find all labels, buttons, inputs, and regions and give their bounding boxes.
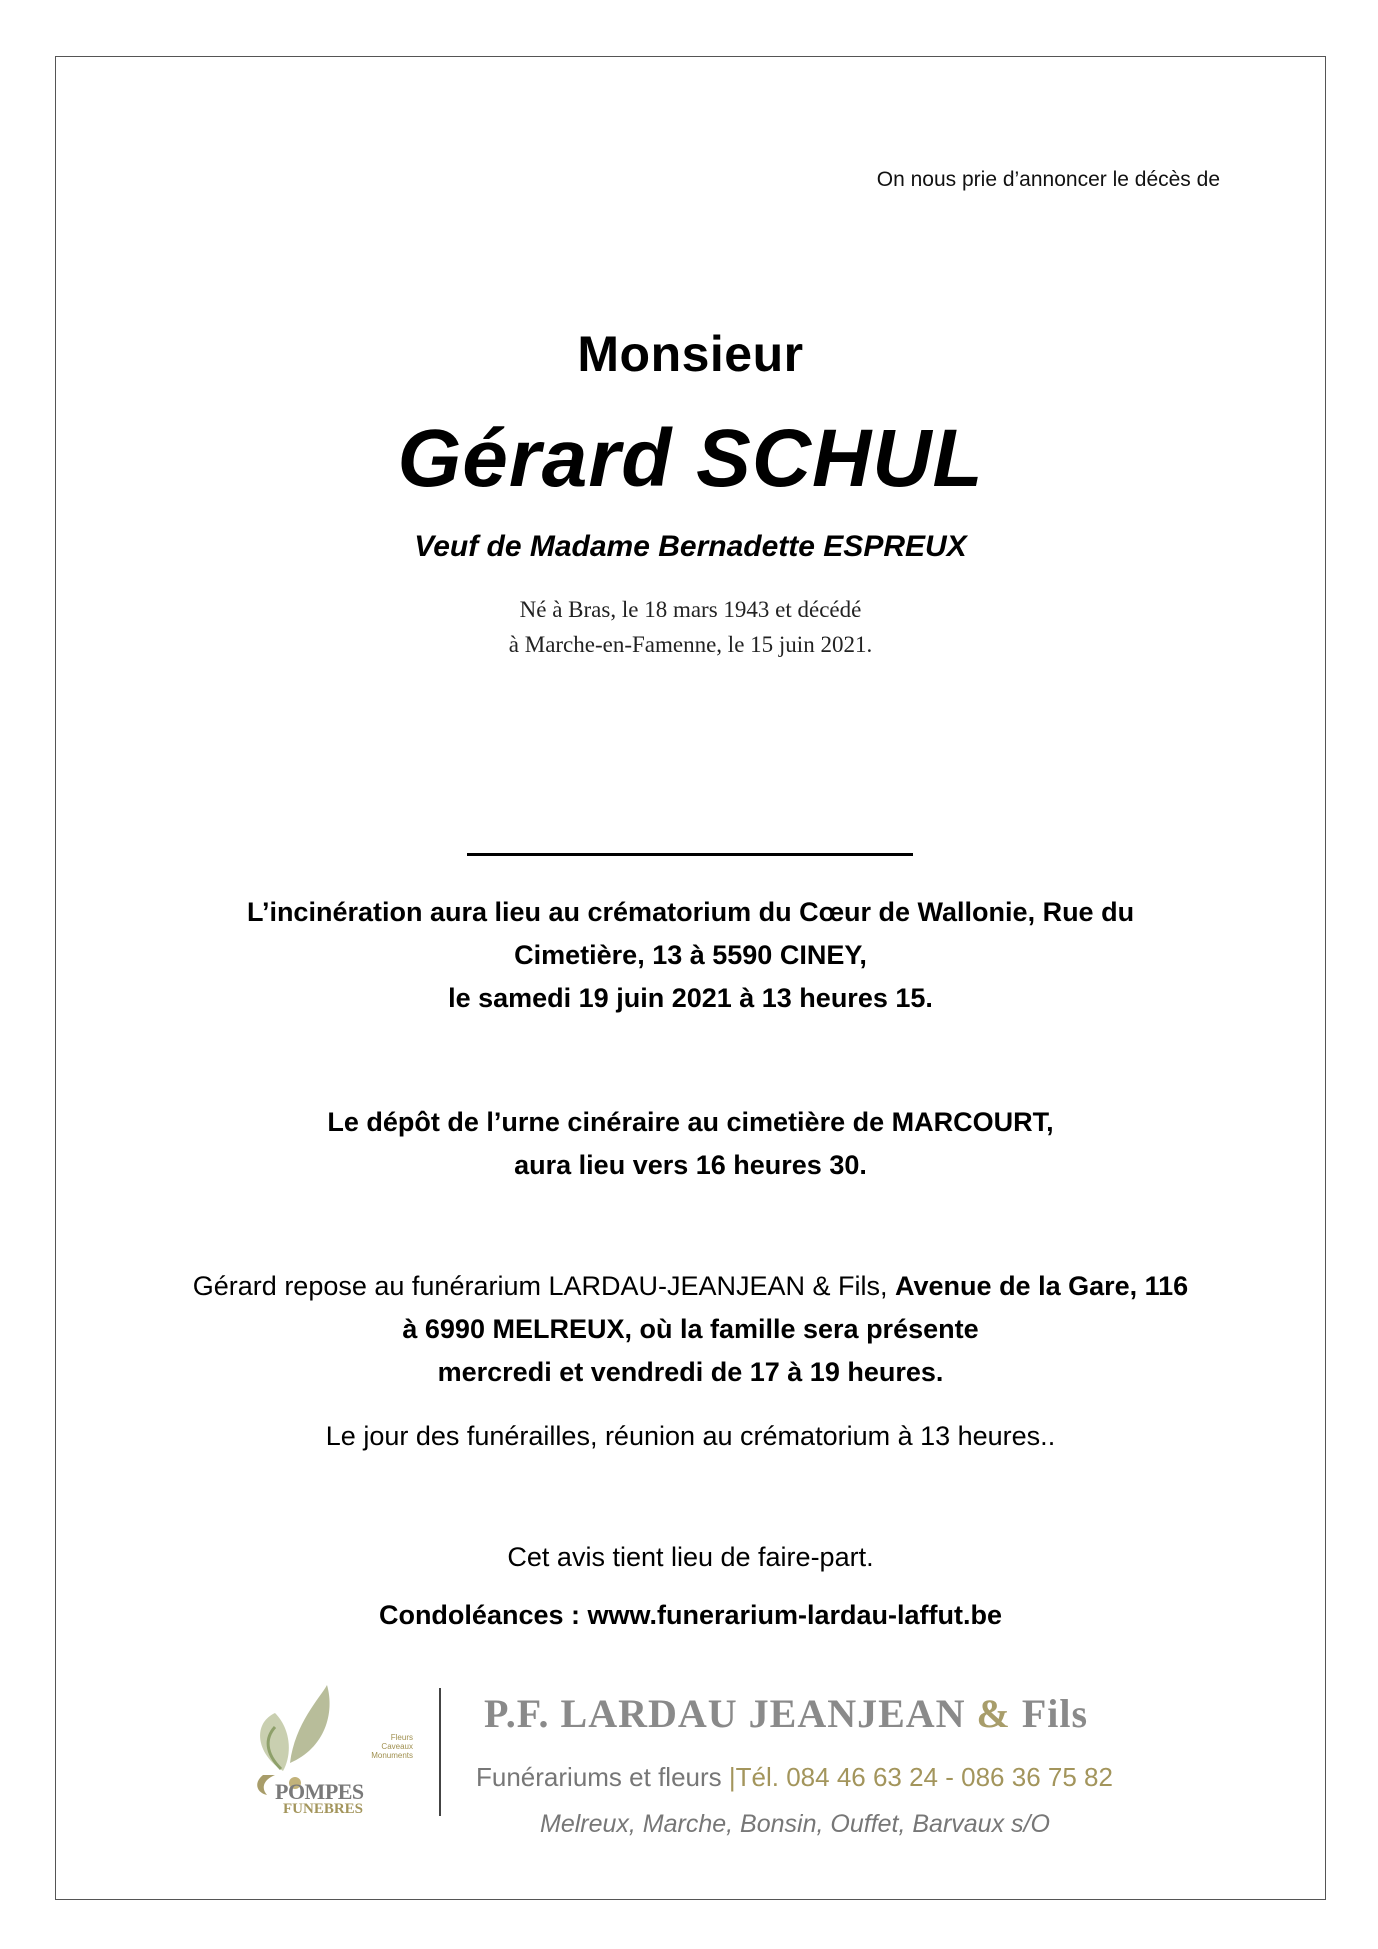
funeral-day-info: Le jour des funérailles, réunion au crématorium à 13 heures.. [325,1421,1056,1451]
visitation-line [55,1265,1326,1308]
death-line: à Marche-en-Famenne, le 15 juin 2021. [508,632,873,657]
firm-locations: Melreux, Marche, Bonsin, Ouffet, Barvaux s/O [540,1810,1050,1838]
firm-phone[interactable]: |Tél. 084 46 63 24 - 086 36 75 82 [728,1762,1113,1792]
ceremony-line: le samedi 19 juin 2021 à 13 heures 15. [448,983,933,1013]
condolences-link[interactable]: Condoléances : www.funerarium-lardau-laffut.be [378,1600,1003,1630]
firm-name [484,1690,1088,1737]
urn-line: aura lieu vers 16 heures 30. [514,1150,867,1180]
pompes-funebres-logo [235,1683,425,1823]
firm-services: Funérariums et fleurs [476,1762,722,1792]
logo-small-line: Fleurs [390,1733,413,1742]
logo-word-pompes: POMPES [275,1779,364,1804]
birth-death-info [55,592,1326,662]
logo-small-line: Caveaux [381,1742,413,1751]
urn-line: Le dépôt de l’urne cinéraire au cimetière de MARCOURT, [327,1107,1054,1137]
firm-name-main: P.F. LARDAU JEANJEAN [484,1691,966,1736]
ceremony-line: Cimetière, 13 à 5590 CINEY, [514,940,867,970]
logo-word-funebres: FUNEBRES [283,1801,364,1817]
ceremony-line: L’incinération aura lieu au crématorium du Cœur de Wallonie, Rue du [246,897,1135,927]
visitation-line: à 6990 MELREUX, où la famille sera présente [402,1314,979,1344]
deceased-name: Gérard SCHUL [397,413,984,504]
firm-name-fils: Fils [1021,1691,1089,1736]
notice-text: Cet avis tient lieu de faire-part. [507,1542,874,1572]
visitation-text: Gérard repose au funérarium LARDAU-JEANJEAN & Fils, [192,1271,896,1301]
visitation-hours: mercredi et vendredi de 17 à 19 heures. [437,1357,944,1387]
separator-rule [467,853,913,856]
urn-info [55,1101,1326,1187]
firm-name-ampersand: & [976,1691,1011,1736]
deceased-title: Monsieur [577,326,804,382]
firm-services-phone [476,1762,1113,1793]
ceremony-info [55,891,1326,1020]
footer-divider [439,1688,441,1816]
logo-small-line: Monuments [371,1751,413,1760]
birth-line: Né à Bras, le 18 mars 1943 et décédé [519,597,862,622]
visitation-address: Avenue de la Gare, 116 [895,1271,1189,1301]
widow-of: Veuf de Madame Bernadette ESPREUX [414,530,967,563]
logo-small-text [353,1733,413,1760]
visitation-info [55,1265,1326,1394]
intro-text: On nous prie d’annoncer le décès de [876,168,1220,191]
